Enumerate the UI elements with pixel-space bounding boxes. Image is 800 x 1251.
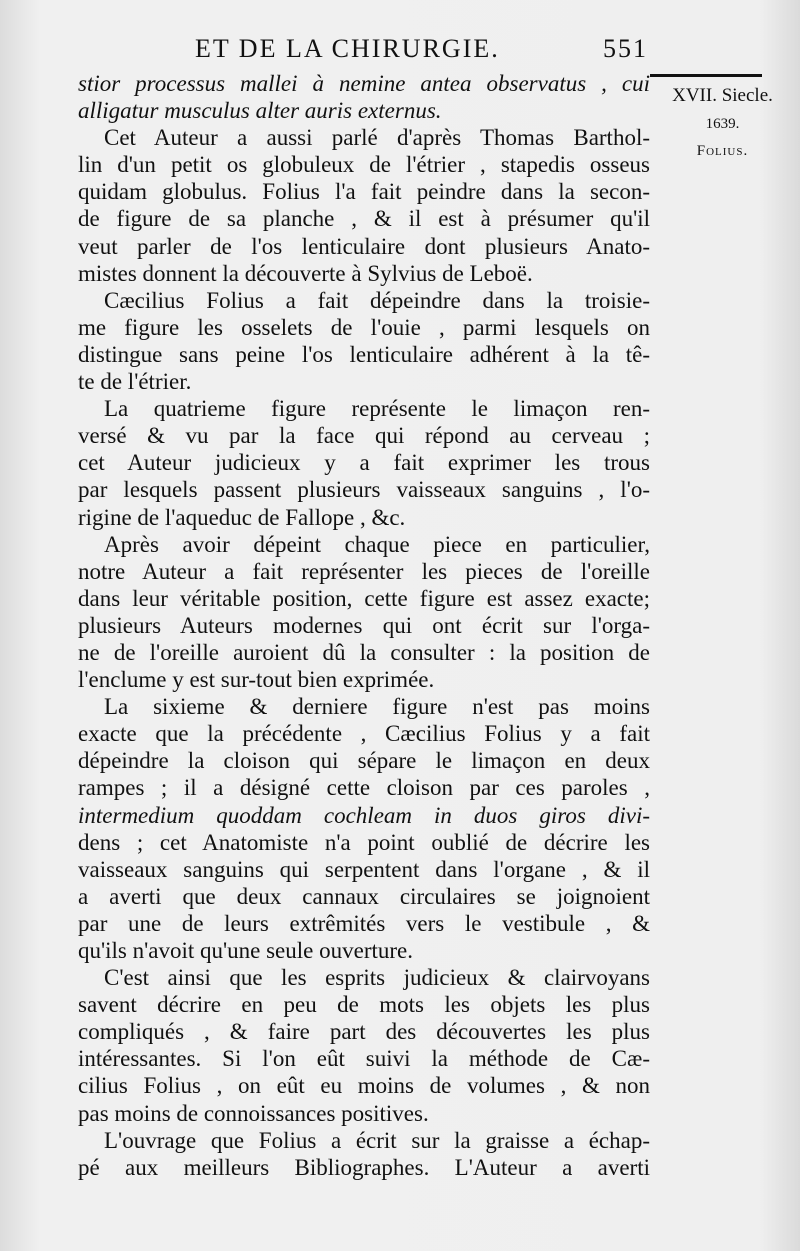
text-line: stior processus mallei à nemine antea observatus , cui — [78, 71, 650, 96]
text-line: dans leur véritable position, cette figure est assez exacte; — [78, 585, 650, 611]
running-title: ET DE LA CHIRURGIE. — [195, 34, 500, 63]
margin-century: XVII. Siecle. — [672, 85, 773, 106]
body-text — [78, 70, 650, 1181]
text-line: l'enclume y est sur-tout bien exprimée. — [78, 667, 435, 693]
text-line: savent décrire en peu de mots les objets les plus — [78, 992, 650, 1018]
text-line: cet Auteur judicieux y a fait exprimer les trous — [78, 450, 650, 476]
margin-year: 1639. — [705, 116, 740, 132]
text-line: dépeindre la cloison qui sépare le limaçon en deux — [78, 748, 650, 774]
text-line: ne de l'oreille auroient dû la consulter : la position de — [78, 639, 650, 665]
text-line: Après avoir dépeint chaque piece en particulier, — [104, 531, 650, 557]
text-line: lin d'un petit os globuleux de l'étrier , stapedis osseus — [78, 152, 650, 178]
page-number: 551 — [603, 34, 648, 63]
text-line: compliqués , & faire part des découvertes les plus — [78, 1019, 650, 1045]
text-line: versé & vu par la face qui répond au cerveau ; — [78, 423, 650, 449]
text-line: veut parler de l'os lenticulaire dont plusieurs Anato- — [78, 233, 650, 259]
text-line: notre Auteur a fait représenter les pieces de l'oreille — [78, 558, 650, 584]
text-line: dens ; cet Anatomiste n'a point oublié de décrire les — [78, 829, 650, 855]
text-line: alligatur musculus alter auris externus. — [78, 98, 442, 124]
text-line: plusieurs Auteurs modernes qui ont écrit sur l'orga- — [78, 612, 650, 638]
text-line: cilius Folius , on eût eu moins de volumes , & non — [78, 1073, 650, 1099]
text-line: intermedium quoddam cochleam in duos giros divi- — [78, 802, 650, 828]
header-rule — [650, 74, 762, 77]
text-line: pas moins de connoissances positives. — [78, 1100, 429, 1126]
text-line: mistes donnent la découverte à Sylvius de Leboë. — [78, 260, 533, 286]
text-line: Cet Auteur a aussi parlé d'après Thomas Barthol- — [104, 125, 650, 151]
text-line: intéressantes. Si l'on eût suivi la méthode de Cæ- — [78, 1046, 650, 1072]
text-line: qu'ils n'avoit qu'une seule ouverture. — [78, 938, 413, 963]
text-line: par une de leurs extrêmités vers le vestibule , & — [78, 910, 650, 936]
text-line: rigine de l'aqueduc de Fallope , &c. — [78, 504, 406, 530]
text-line: L'ouvrage que Folius a écrit sur la graisse a échap- — [104, 1127, 650, 1153]
text-line: me figure les osselets de l'ouie , parmi lesquels on — [78, 314, 650, 340]
margin-note — [650, 86, 795, 159]
text-line: exacte que la précédente , Cæcilius Folius y a fait — [78, 721, 650, 747]
text-line: pé aux meilleurs Bibliographes. L'Auteur a averti — [78, 1154, 650, 1180]
text-line: quidam globulus. Folius l'a fait peindre dans la secon- — [78, 179, 650, 205]
text-line: de figure de sa planche , & il est à présumer qu'il — [78, 206, 650, 232]
text-line: te de l'étrier. — [78, 369, 192, 395]
text-line: vaisseaux sanguins qui serpentent dans l'organe , & il — [78, 856, 650, 882]
margin-name: Folius. — [696, 143, 749, 159]
text-line: C'est ainsi que les esprits judicieux & clairvoyans — [104, 965, 650, 991]
page-header — [195, 34, 655, 70]
text-line: rampes ; il a désigné cette cloison par ces paroles , — [78, 775, 650, 801]
text-line: par lesquels passent plusieurs vaisseaux sanguins , l'o- — [78, 477, 650, 503]
text-line: a averti que deux cannaux circulaires se joignoient — [78, 883, 650, 909]
text-line: Cæcilius Folius a fait dépeindre dans la troisie- — [104, 287, 650, 313]
text-line: La sixieme & derniere figure n'est pas moins — [104, 694, 650, 720]
text-line: La quatrieme figure représente le limaçon ren- — [104, 396, 650, 422]
text-line: distingue sans peine l'os lenticulaire adhérent à la tê- — [78, 341, 650, 367]
